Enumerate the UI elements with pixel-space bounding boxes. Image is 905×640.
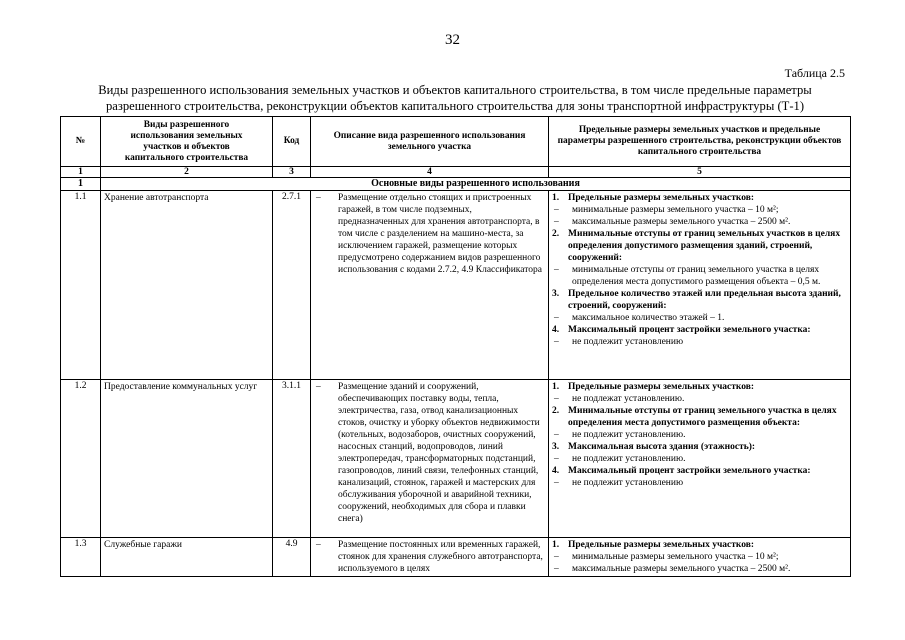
column-number: 5	[549, 167, 851, 178]
param-item: максимальное количество этажей – 1.	[572, 313, 725, 323]
param-heading: Максимальный процент застройки земельного участка:	[568, 466, 811, 476]
param-dash: –	[554, 337, 559, 347]
param-dash: –	[554, 217, 559, 227]
param-item: не подлежит установлению	[572, 337, 684, 347]
caption-line-1: Виды разрешенного использования земельных участков и объектов капитального строительства, в том числе предельные параметры	[98, 83, 812, 97]
param-number: 3.	[552, 289, 560, 299]
param-number: 4.	[552, 466, 560, 476]
header-name: Виды разрешенного использования земельных участков и объектов капитального строительства	[101, 117, 273, 167]
param-dash: –	[554, 552, 559, 562]
param-item: минимальные размеры земельного участка – 10 м²;	[572, 552, 779, 562]
param-dash: –	[554, 478, 559, 488]
header-row	[61, 117, 851, 167]
dash-marker: –	[316, 540, 321, 550]
header-code: Код	[273, 117, 311, 167]
row-name: Служебные гаражи	[101, 538, 273, 577]
param-dash: –	[554, 454, 559, 464]
row-params	[549, 191, 851, 380]
row-params	[549, 538, 851, 577]
param-number: 1.	[552, 382, 560, 392]
row-code: 2.7.1	[273, 191, 311, 380]
param-item: минимальные размеры земельного участка – 10 м²;	[572, 205, 779, 215]
param-heading: Предельное количество этажей или предельная высота зданий, строений, сооружений:	[568, 289, 841, 311]
table-row	[61, 538, 851, 577]
row-num: 1.2	[61, 380, 101, 538]
dash-marker: –	[316, 193, 321, 203]
table-row	[61, 380, 851, 538]
dash-marker: –	[316, 382, 321, 392]
row-params	[549, 380, 851, 538]
param-item: максимальные размеры земельного участка – 2500 м².	[572, 564, 791, 574]
param-item: не подлежит установлению.	[572, 454, 686, 464]
description-text: Размещение постоянных или временных гаражей, стоянок для хранения служебного автотранспорта, используемого в целях	[338, 540, 543, 574]
row-description	[311, 538, 549, 577]
param-number: 2.	[552, 406, 560, 416]
row-num: 1.3	[61, 538, 101, 577]
param-item: не подлежит установлению.	[572, 430, 686, 440]
column-number: 3	[273, 167, 311, 178]
param-number: 2.	[552, 229, 560, 239]
param-heading: Предельные размеры земельных участков:	[568, 382, 755, 392]
column-number: 1	[61, 167, 101, 178]
header-desc: Описание вида разрешенного использования земельного участка	[311, 117, 549, 167]
header-params: Предельные размеры земельных участков и предельные параметры разрешенного строительства, реконструкции объектов капитального строительства	[549, 117, 851, 167]
section-num: 1	[61, 178, 101, 191]
row-code: 4.9	[273, 538, 311, 577]
param-dash: –	[554, 205, 559, 215]
param-item: максимальные размеры земельного участка – 2500 м².	[572, 217, 791, 227]
column-number-row	[61, 167, 851, 178]
param-item: не подлежат установлению.	[572, 394, 685, 404]
description-text: Размещение отдельно стоящих и пристроенных гаражей, в том числе подземных, предназначенных для хранения автотранспорта, в том числе с разделением на машино-места, за исключением гаражей, размещение которых предусмотрено содержанием видов разрешенного использования с кодами 2.7.2, 4.9 Классификатора	[338, 193, 542, 275]
param-heading: Предельные размеры земельных участков:	[568, 540, 755, 550]
land-use-table	[60, 116, 851, 577]
param-item: минимальные отступы от границ земельного участка в целях определения места допустимого размещения объекта – 0,5 м.	[572, 265, 821, 287]
param-heading: Максимальный процент застройки земельного участка:	[568, 325, 811, 335]
param-number: 4.	[552, 325, 560, 335]
param-number: 3.	[552, 442, 560, 452]
section-row	[61, 178, 851, 191]
row-code: 3.1.1	[273, 380, 311, 538]
page-number: 32	[445, 32, 460, 48]
param-number: 1.	[552, 193, 560, 203]
param-number: 1.	[552, 540, 560, 550]
param-item: не подлежит установлению	[572, 478, 684, 488]
table-caption	[60, 82, 850, 114]
param-dash: –	[554, 313, 559, 323]
table-label: Таблица 2.5	[784, 66, 845, 80]
description-text: Размещение зданий и сооружений, обеспечивающих поставку воды, тепла, электричества, газа, отвод канализационных стоков, очистку и уборку объектов недвижимости (котельных, водозаборов, очистных сооружений, насосных станций, водопроводов, линий электропередач, трансформаторных подстанций, газопроводов, линий связи, телефонных станций, канализаций, стоянок, гаражей и мастерских для обслуживания уборочной и аварийной техники, сооружений, необходимых для сбора и плавки снега)	[338, 382, 540, 524]
row-description	[311, 191, 549, 380]
param-heading: Минимальные отступы от границ земельного участка в целях определения места допустимого размещения объекта:	[568, 406, 837, 428]
row-description	[311, 380, 549, 538]
row-name: Предоставление коммунальных услуг	[101, 380, 273, 538]
section-title: Основные виды разрешенного использования	[101, 178, 851, 191]
row-num: 1.1	[61, 191, 101, 380]
param-heading: Максимальная высота здания (этажность):	[568, 442, 756, 452]
table-row	[61, 191, 851, 380]
caption-line-2: разрешенного строительства, реконструкции объектов капитального строительства для зоны транспортной инфраструктуры (Т-1)	[105, 99, 805, 113]
param-dash: –	[554, 265, 559, 275]
param-dash: –	[554, 564, 559, 574]
param-dash: –	[554, 430, 559, 440]
column-number: 4	[311, 167, 549, 178]
header-num: №	[61, 117, 101, 167]
param-heading: Предельные размеры земельных участков:	[568, 193, 755, 203]
column-number: 2	[101, 167, 273, 178]
param-dash: –	[554, 394, 559, 404]
param-heading: Минимальные отступы от границ земельных участков в целях определения допустимого размещения зданий, строений, сооружений:	[568, 229, 841, 263]
row-name: Хранение автотранспорта	[101, 191, 273, 380]
